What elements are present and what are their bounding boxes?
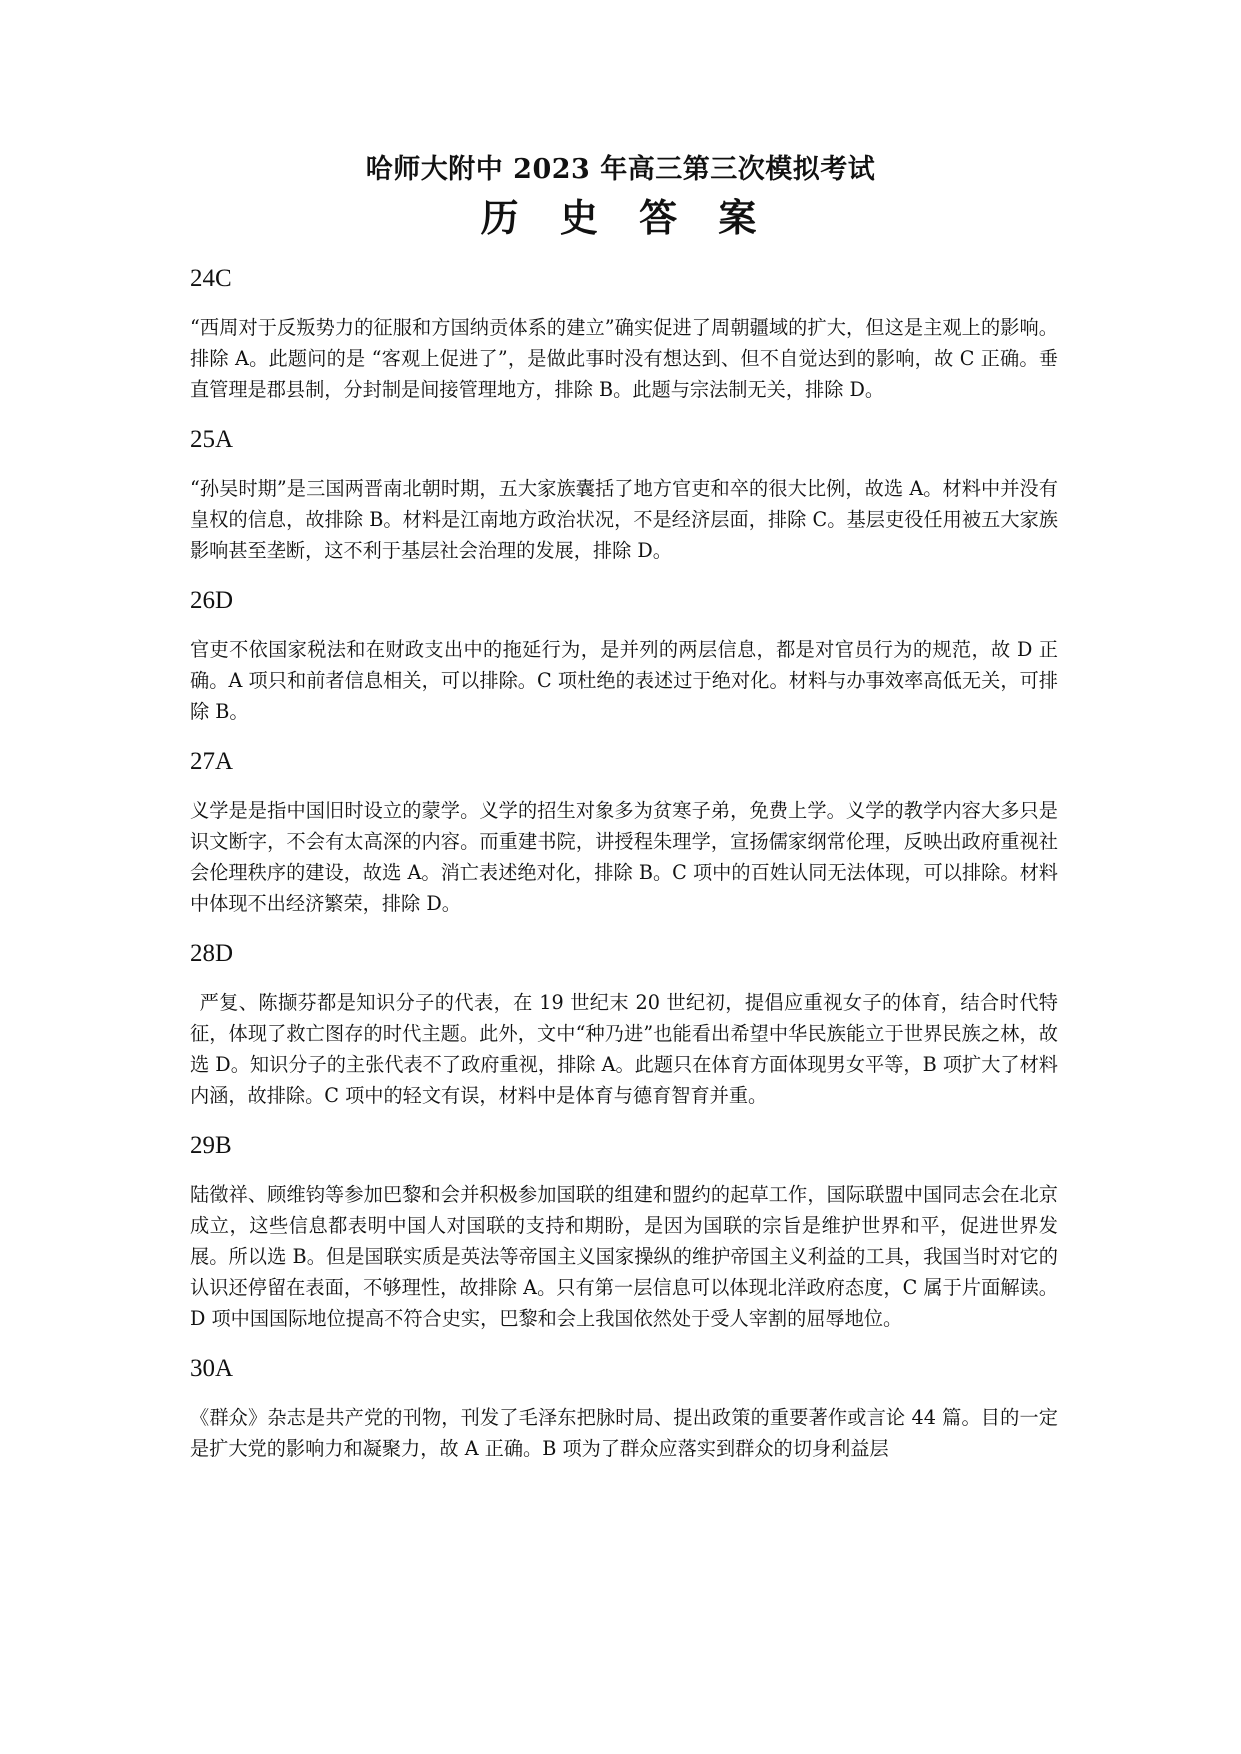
answer-explanation: 义学是是指中国旧时设立的蒙学。义学的招生对象多为贫寒子弟，免费上学。义学的教学内容大多只是识文断字，不会有太高深的内容。而重建书院，讲授程朱理学，宣扬儒家纲常伦理，反映出政府重视社会伦理秩序的建设，故选 A。消亡表述绝对化，排除 B。C 项中的百姓认同无法体现，可以排除。材料中体现不出经济繁荣，排除 D。 — [190, 799, 1058, 915]
answer-section-29 — [190, 1129, 1058, 1334]
answer-section-26 — [190, 584, 1058, 727]
document-title: 哈师大附中 2023 年高三第三次模拟考试 — [365, 154, 876, 185]
answer-section-30 — [190, 1352, 1058, 1464]
answer-section-27 — [190, 745, 1058, 919]
answer-explanation: “西周对于反叛势力的征服和方国纳贡体系的建立”确实促进了周朝疆域的扩大，但这是主观上的影响。排除 A。此题问的是 “客观上促进了”，是做此事时没有想达到、但不自觉达到的影响，故 C 正确。垂直管理是郡县制，分封制是间接管理地方，排除 B。此题与宗法制无关，排除 D。 — [190, 316, 1058, 401]
answer-explanation: 严复、陈撷芬都是知识分子的代表，在 19 世纪末 20 世纪初，提倡应重视女子的体育，结合时代特征，体现了救亡图存的时代主题。此外，文中“种乃进”也能看出希望中华民族能立于世界民族之林，故选 D。知识分子的主张代表不了政府重视，排除 A。此题只在体育方面体现男女平等，B 项扩大了材料内涵，故排除。C 项中的轻文有误，材料中是体育与德育智育并重。 — [190, 991, 1058, 1107]
answer-heading: 27A — [190, 748, 234, 775]
answer-section-25 — [190, 423, 1058, 566]
answer-section-24 — [190, 262, 1058, 405]
answer-explanation: 官吏不依国家税法和在财政支出中的拖延行为，是并列的两层信息，都是对官员行为的规范，故 D 正确。A 项只和前者信息相关，可以排除。C 项杜绝的表述过于绝对化。材料与办事效率高低无关，可排除 B。 — [190, 638, 1058, 723]
answer-heading: 24C — [190, 265, 232, 292]
answer-section-28 — [190, 937, 1058, 1111]
answer-explanation: 《群众》杂志是共产党的刊物，刊发了毛泽东把脉时局、提出政策的重要著作或言论 44 篇。目的一定是扩大党的影响力和凝聚力，故 A 正确。B 项为了群众应落实到群众的切身利益层 — [190, 1406, 1058, 1460]
answer-heading: 29B — [190, 1132, 232, 1159]
answer-heading: 26D — [190, 587, 234, 614]
answers-content — [190, 262, 1058, 1482]
answer-heading: 28D — [190, 940, 234, 967]
answer-heading: 25A — [190, 426, 234, 453]
answer-heading: 30A — [190, 1355, 234, 1382]
answer-explanation: 陆徵祥、顾维钧等参加巴黎和会并积极参加国联的组建和盟约的起草工作，国际联盟中国同志会在北京成立，这些信息都表明中国人对国联的支持和期盼，是因为国联的宗旨是维护世界和平，促进世界发展。所以选 B。但是国联实质是英法等帝国主义国家操纵的维护帝国主义利益的工具，我国当时对它的认识还停留在表面，不够理性，故排除 A。只有第一层信息可以体现北洋政府态度，C 属于片面解读。D 项中国国际地位提高不符合史实，巴黎和会上我国依然处于受人宰割的屈辱地位。 — [190, 1183, 1058, 1330]
answer-explanation: “孙吴时期”是三国两晋南北朝时期，五大家族囊括了地方官吏和卒的很大比例，故选 A。材料中并没有皇权的信息，故排除 B。材料是江南地方政治状况，不是经济层面，排除 C。基层吏役任用被五大家族影响甚至垄断，这不利于基层社会治理的发展，排除 D。 — [190, 477, 1058, 562]
document-subtitle: 历 史 答 案 — [480, 195, 771, 240]
